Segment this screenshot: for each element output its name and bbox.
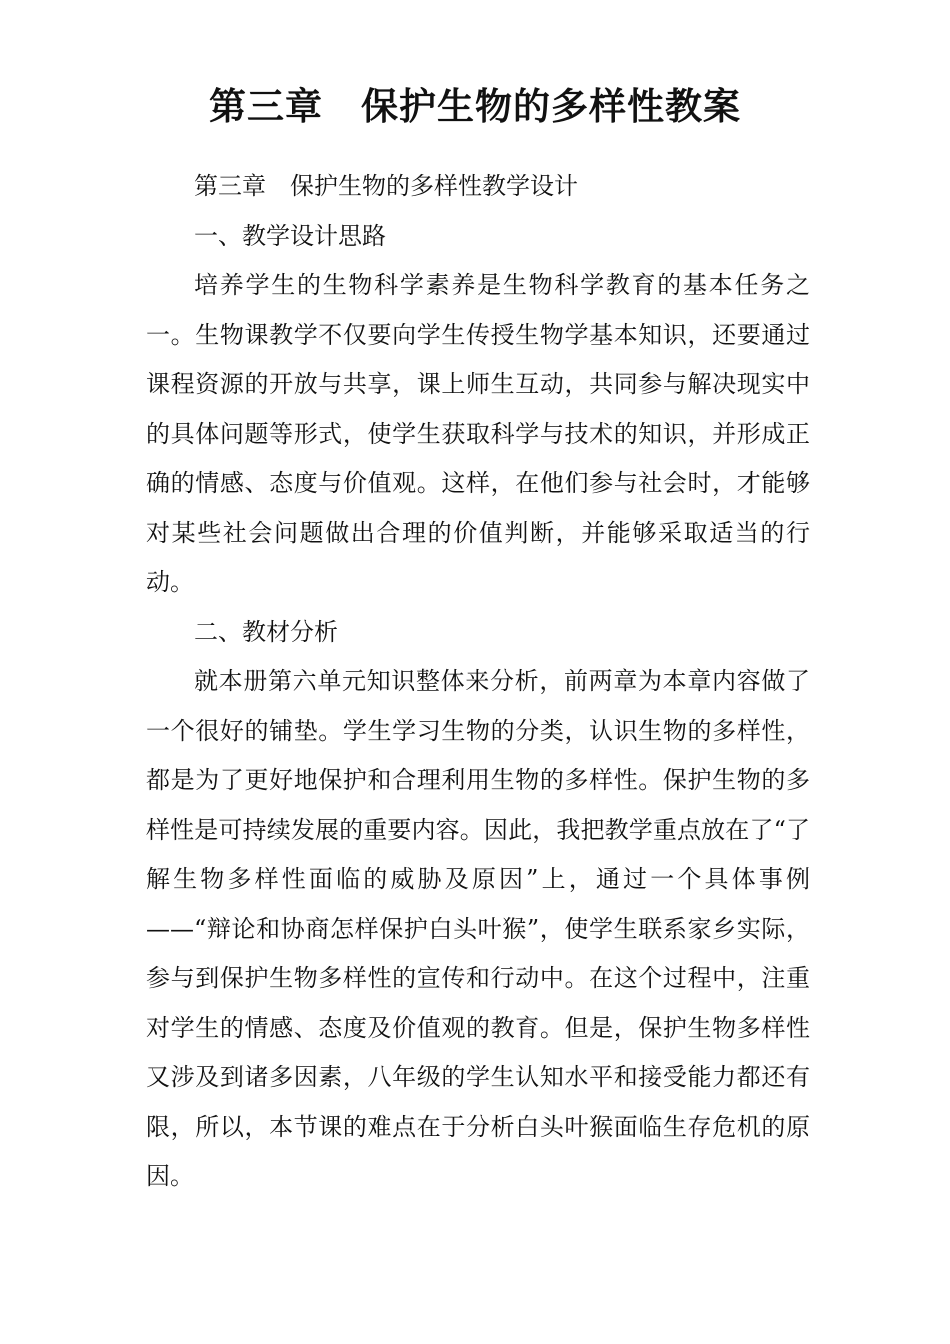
section-heading-material-analysis: 二、教材分析 <box>194 617 338 646</box>
paragraph-design-idea: 培养学生的生物科学素养是生物科学教育的基本任务之一。生物课教学不仅要向学生传授生物学基本知识，还要通过课程资源的开放与共享，课上师生互动，共同参与解决现实中的具体问题等形式，使学生获取科学与技术的知识，并形成正确的情感、态度与价值观。这样，在他们参与社会时，才能够对某些社会问题做出合理的价值判断，并能够采取适当的行动。 <box>146 271 810 596</box>
paragraph-material-analysis: 就本册第六单元知识整体来分析，前两章为本章内容做了一个很好的铺垫。学生学习生物的分类，认识生物的多样性，都是为了更好地保护和合理利用生物的多样性。保护生物的多样性是可持续发展的重要内容。因此，我把教学重点放在了“了解生物多样性面临的威胁及原因”上，通过一个具体事例——“辩论和协商怎样保护白头叶猴”，使学生联系家乡实际，参与到保护生物多样性的宣传和行动中。在这个过程中，注重对学生的情感、态度及价值观的教育。但是，保护生物多样性又涉及到诸多因素，八年级的学生认知水平和接受能力都还有限，所以，本节课的难点在于分析白头叶猴面临生存危机的原因。 <box>146 667 810 1190</box>
paragraph-subtitle: 第三章 保护生物的多样性教学设计 <box>194 172 578 200</box>
document-body <box>146 162 810 1202</box>
document-title: 第三章 保护生物的多样性教案 <box>209 84 741 128</box>
section-heading-design-idea: 一、教学设计思路 <box>194 221 386 250</box>
